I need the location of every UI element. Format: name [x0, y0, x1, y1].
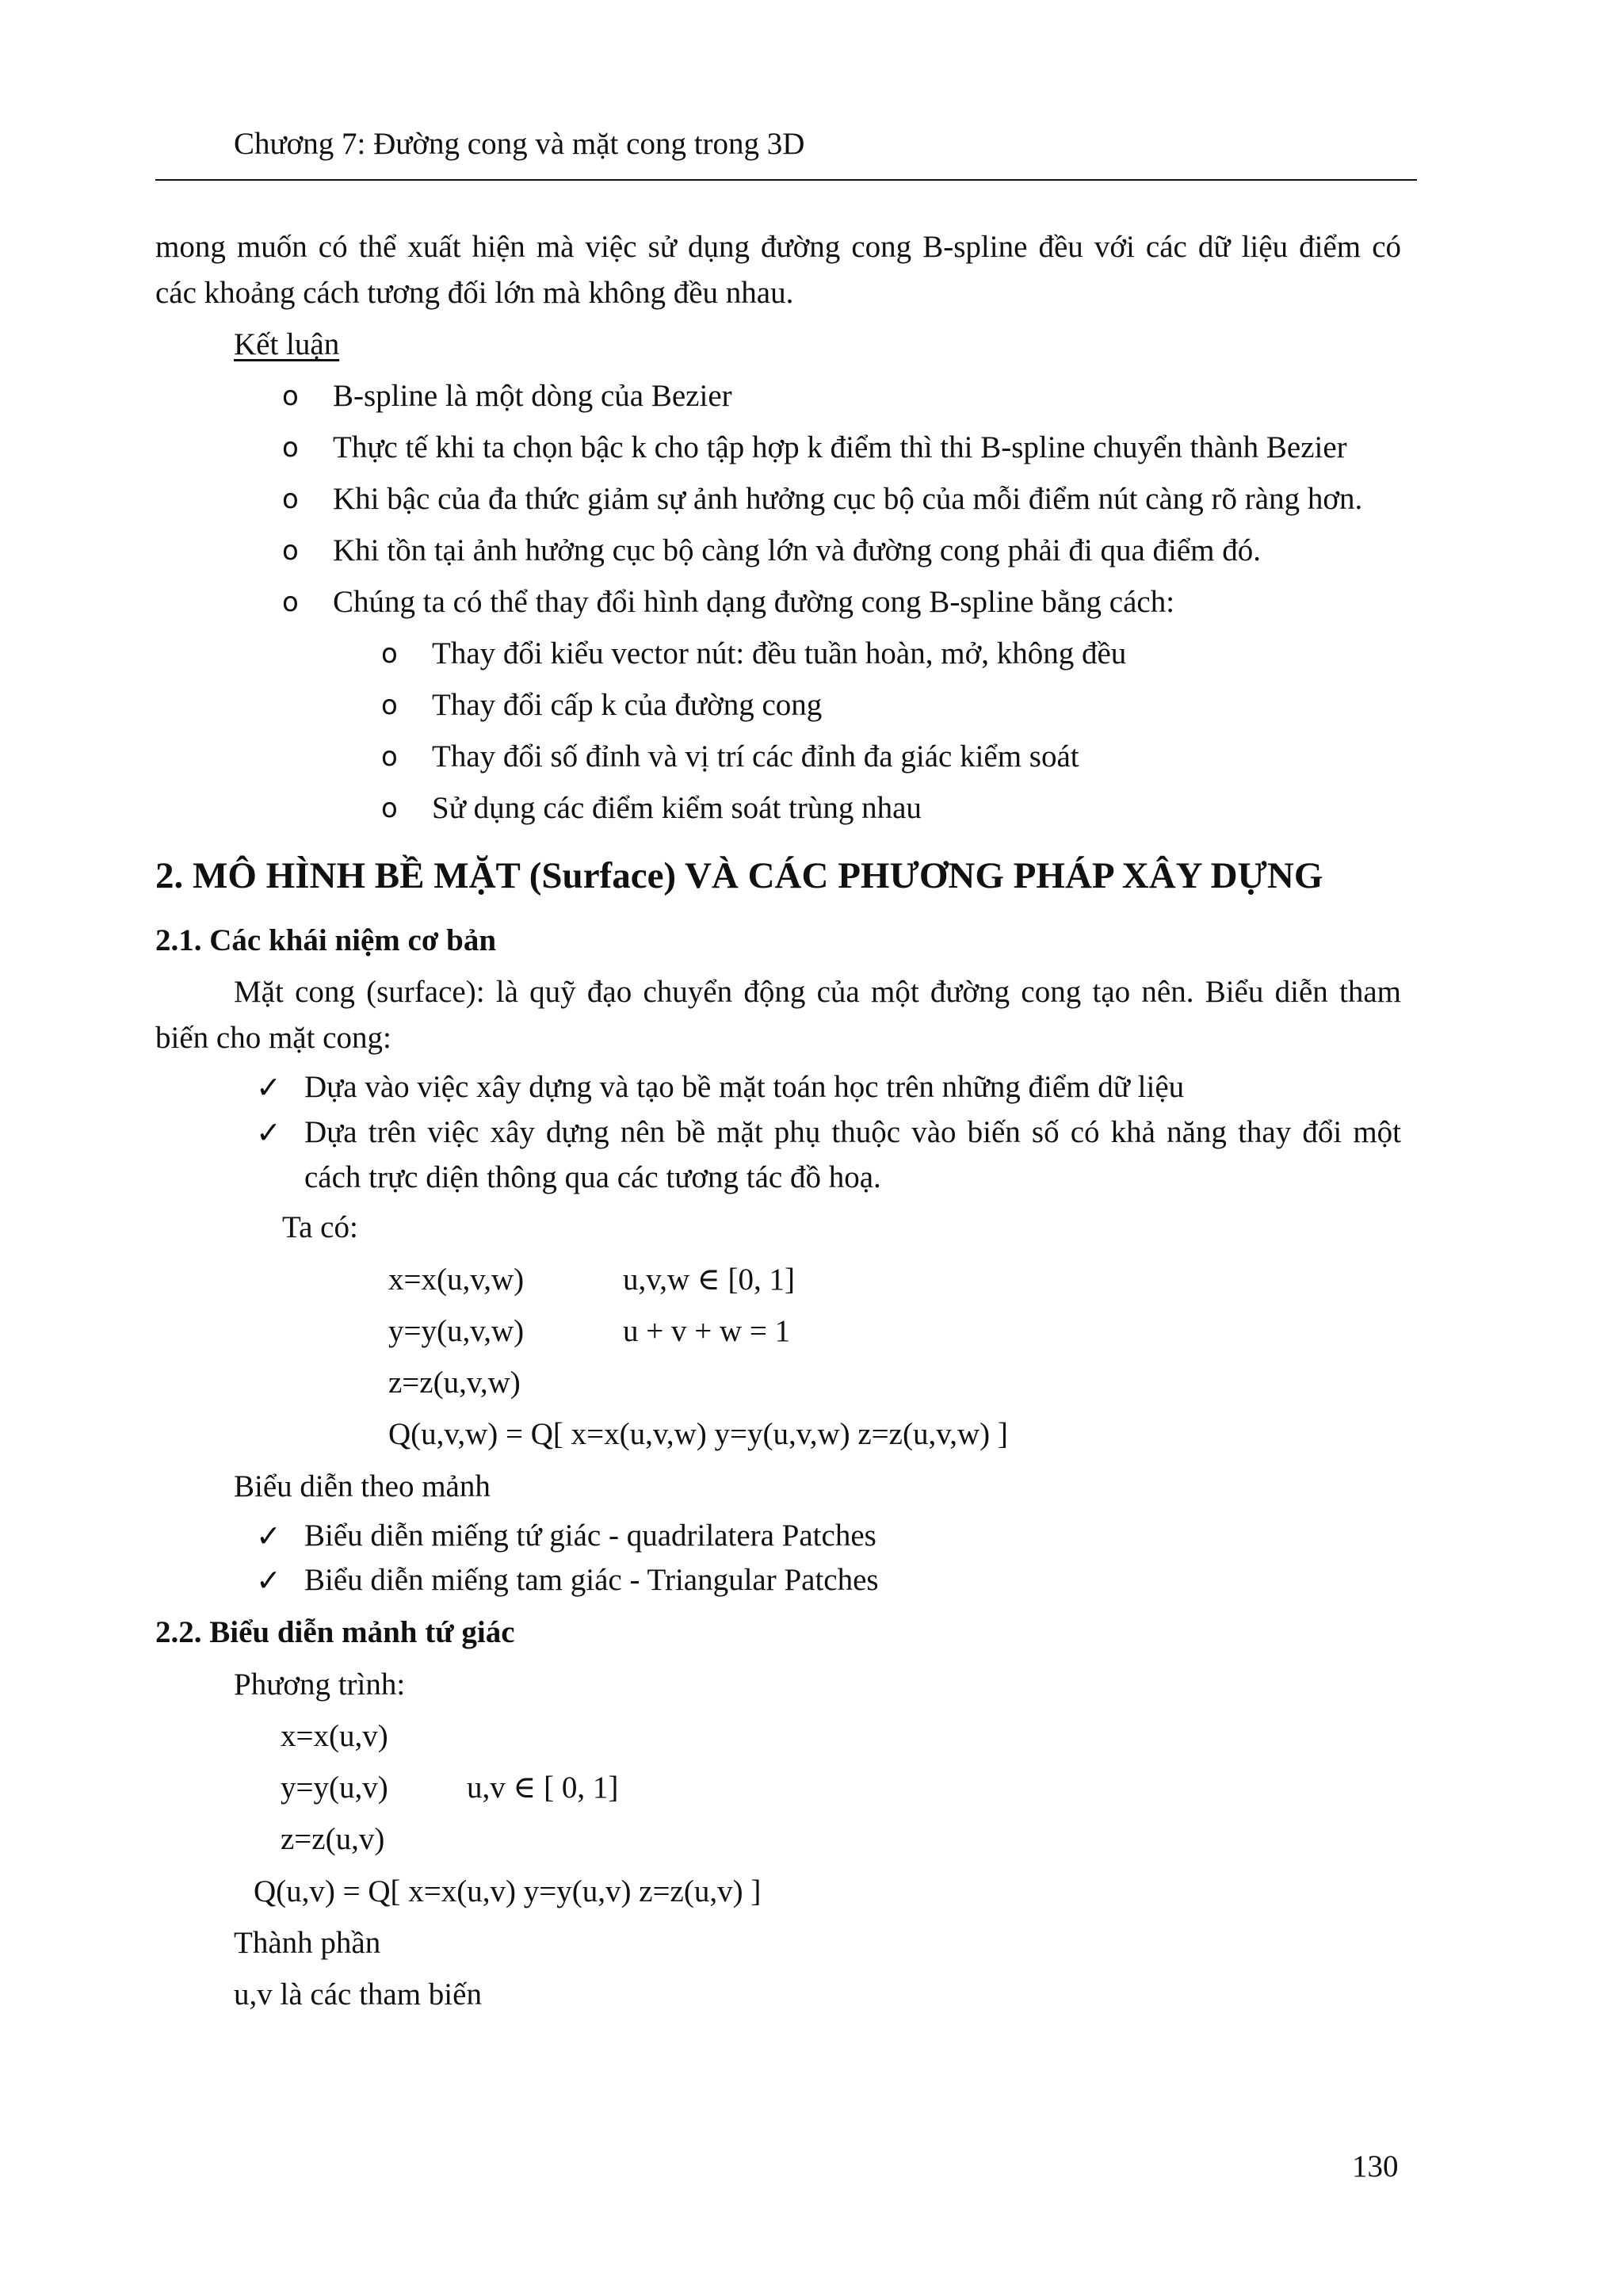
- intro-line-2: các khoảng cách tương đối lớn mà không đều nhau.: [155, 276, 794, 310]
- section-2-1-heading: 2.1. Các khái niệm cơ bản: [155, 923, 497, 957]
- patch-heading: Biểu diễn theo mảnh: [234, 1469, 491, 1503]
- circle-bullet-icon: o: [381, 690, 398, 721]
- conclusion-subitem: Thay đổi số đỉnh và vị trí các đỉnh đa giác kiểm soát: [432, 739, 1079, 774]
- patch-item: Biểu diễn miếng tứ giác - quadrilatera Patches: [304, 1519, 876, 1553]
- circle-bullet-icon: o: [282, 483, 299, 515]
- equation-domain: u,v ∈ [ 0, 1]: [467, 1771, 619, 1805]
- conclusion-subitem: Sử dụng các điểm kiểm soát trùng nhau: [432, 791, 922, 825]
- conclusion-heading: Kết luận: [234, 327, 340, 361]
- conclusion-item: Khi bậc của đa thức giảm sự ảnh hưởng cục bộ của mỗi điểm nút càng rõ ràng hơn.: [333, 482, 1363, 516]
- circle-bullet-icon: o: [282, 535, 299, 567]
- conclusion-item: B-spline là một dòng của Bezier: [333, 379, 732, 413]
- equation-y: y=y(u,v): [281, 1771, 388, 1805]
- equation-z: z=z(u,v,w): [388, 1366, 521, 1400]
- checkmark-icon: ✓: [256, 1115, 281, 1150]
- check-item: Dựa vào việc xây dựng và tạo bề mặt toán học trên những điểm dữ liệu: [304, 1070, 1185, 1104]
- conclusion-subitem: Thay đổi kiểu vector nút: đều tuần hoàn, mở, không đều: [432, 636, 1127, 670]
- conclusion-subitem: Thay đổi cấp k của đường cong: [432, 688, 823, 722]
- header-rule: [155, 179, 1417, 181]
- equation-q: Q(u,v) = Q[ x=x(u,v) y=y(u,v) z=z(u,v) ]: [254, 1874, 762, 1908]
- check-item-continued: cách trực diện thông qua các tương tác đồ hoạ.: [304, 1160, 881, 1194]
- equation-y: y=y(u,v,w): [388, 1314, 525, 1348]
- equation-x: x=x(u,v,w): [388, 1263, 525, 1297]
- surface-paragraph-line-1: Mặt cong (surface): là quỹ đạo chuyển động của một đường cong tạo nên. Biểu diễn tham: [234, 975, 1401, 1009]
- check-item: Dựa trên việc xây dựng nên bề mặt phụ thuộc vào biến số có khả năng thay đổi một: [304, 1115, 1401, 1149]
- conclusion-item: Chúng ta có thể thay đổi hình dạng đường cong B-spline bằng cách:: [333, 585, 1175, 619]
- equation-q: Q(u,v,w) = Q[ x=x(u,v,w) y=y(u,v,w) z=z(u,v,w) ]: [388, 1417, 1008, 1451]
- page-number: 130: [1352, 2149, 1399, 2183]
- circle-bullet-icon: o: [381, 793, 398, 824]
- uv-params-text: u,v là các tham biến: [234, 1977, 482, 2011]
- ta-co-label: Ta có:: [282, 1210, 358, 1244]
- circle-bullet-icon: o: [282, 586, 299, 618]
- equation-z: z=z(u,v): [281, 1822, 385, 1856]
- circle-bullet-icon: o: [282, 432, 299, 464]
- circle-bullet-icon: o: [381, 638, 398, 670]
- equation-x: x=x(u,v): [281, 1719, 388, 1753]
- thanh-phan-label: Thành phần: [234, 1926, 381, 1960]
- circle-bullet-icon: o: [381, 741, 398, 773]
- surface-paragraph-line-2: biến cho mặt cong:: [155, 1021, 391, 1055]
- section-2-heading: 2. MÔ HÌNH BỀ MẶT (Surface) VÀ CÁC PHƯƠNG PHÁP XÂY DỰNG: [155, 855, 1323, 896]
- phuong-trinh-label: Phương trình:: [234, 1668, 406, 1702]
- checkmark-icon: ✓: [256, 1519, 281, 1553]
- section-2-2-heading: 2.2. Biểu diễn mảnh tứ giác: [155, 1615, 515, 1649]
- equation-domain: u,v,w ∈ [0, 1]: [623, 1263, 795, 1297]
- conclusion-item: Khi tồn tại ảnh hưởng cục bộ càng lớn và đường cong phải đi qua điểm đó.: [333, 533, 1261, 567]
- checkmark-icon: ✓: [256, 1070, 281, 1105]
- intro-line-1: mong muốn có thể xuất hiện mà việc sử dụng đường cong B-spline đều với các dữ liệu điểm có: [155, 230, 1401, 264]
- equation-sum: u + v + w = 1: [623, 1314, 791, 1348]
- conclusion-item: Thực tế khi ta chọn bậc k cho tập hợp k điểm thì thi B-spline chuyển thành Bezier: [333, 430, 1347, 464]
- patch-item: Biểu diễn miếng tam giác - Triangular Patches: [304, 1563, 879, 1597]
- circle-bullet-icon: o: [282, 380, 299, 412]
- checkmark-icon: ✓: [256, 1563, 281, 1598]
- running-header: Chương 7: Đường cong và mặt cong trong 3D: [234, 127, 805, 161]
